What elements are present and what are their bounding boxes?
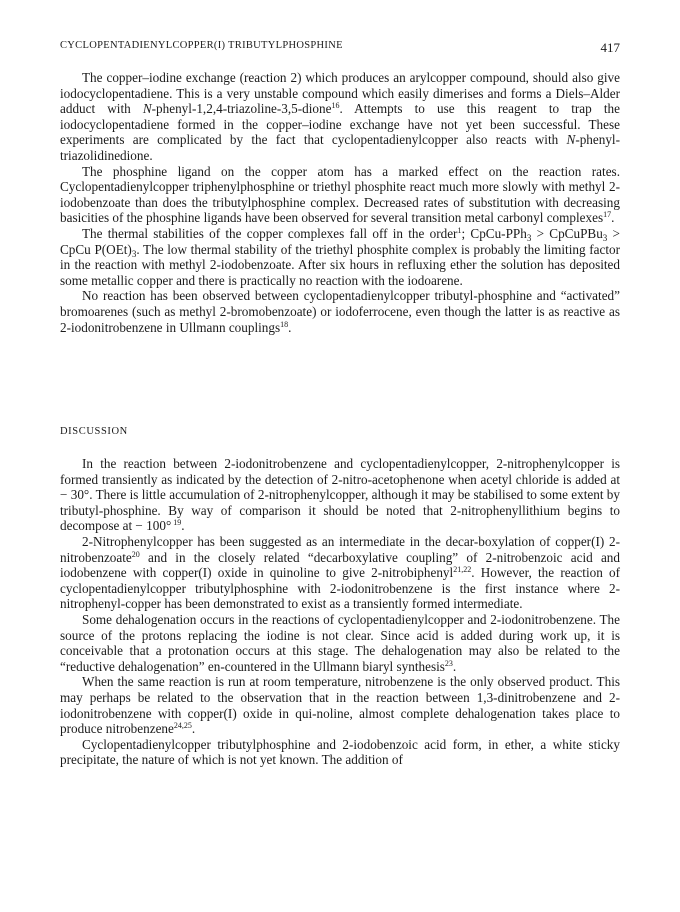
text-run: Some dehalogenation occurs in the reactions of cyclopentadienylcopper and 2-iodonitrobenzene. The source of the protons replacing the iodine is not clear. Since acid is added during work up, it is conceivable that a protonation occurs at this stage. The dehalogenation may also be related to the “reductive dehalogenation” en-countered in the Ullmann biaryl synthesis	[60, 611, 620, 674]
italic-text: N	[142, 101, 152, 117]
text-run: ; CpCu-PPh	[461, 225, 527, 241]
reference-superscript: 21,22	[453, 565, 472, 575]
page-number: 417	[600, 40, 620, 55]
text-run: . Attempts to use this reagent to trap the iodocyclopentadiene formed in the copper–iodine exchange have not yet been successful. These experiments are complicated by the fact that cyclopentadienylcopper also reacts with	[60, 101, 620, 148]
paragraph	[60, 674, 620, 736]
italic-text: N	[566, 132, 576, 148]
text-run: . However, the reaction of cyclopentadienylcopper tributylphosphine with 2-iodonitrobenzene is the first instance where 2-nitrophenyl-copper has been demonstrated to exist as a transiently formed intermediate.	[60, 565, 621, 612]
subscript: 3	[526, 232, 532, 243]
running-title: CYCLOPENTADIENYLCOPPER(I) TRIBUTYLPHOSPHINE	[60, 40, 343, 51]
text-run: The copper–iodine exchange (reaction 2) which produces an arylcopper compound, should also give iodocyclopentadiene. This is a very unstable compound which easily dimerises and forms a Diels–Alder adduct with	[60, 70, 620, 117]
body-text-discussion	[60, 456, 620, 768]
text-run: -phenyl-triazolidinedione.	[60, 132, 620, 163]
reference-superscript: 18	[280, 319, 289, 329]
text-run: In the reaction between 2-iodonitrobenzene and cyclopentadienylcopper, 2-nitrophenylcopper is formed transiently as indicated by the detection of 2-nitro-acetophenone when acetyl chloride is added at − 30°. There is little accumulation of 2-nitrophenylcopper, although it may be stabilised to some extent by tributyl-phosphine. By way of comparison it should be noted that 2-nitrophenyllithium begins to decompose at − 100°	[60, 456, 620, 534]
reference-superscript: 20	[131, 549, 140, 559]
text-run: and in the closely related “decarboxylative coupling” of 2-nitrobenzoic acid and iodobenzene with copper(I) oxide in quinoline to give 2-nitrobiphenyl	[60, 549, 620, 581]
text-run: The phosphine ligand on the copper atom has a marked effect on the reaction rates. Cyclopentadienylcopper triphenylphosphine or triethyl phosphite react much more slowly with methyl 2-iodobenzoate than does the tributylphosphine complex. Decreased rates of substitution with decreasing basicities of the phosphine ligands have been observed for several transition metal carbonyl complexes	[60, 163, 620, 226]
text-run: . The low thermal stability of the triethyl phosphite complex is probably the limiting factor in the reaction with methyl 2-iodobenzoate. After six hours in refluxing ether the solution has deposited some metallic copper and there is practically no reaction with the iodoarene.	[60, 241, 620, 288]
paragraph	[60, 612, 620, 674]
reference-superscript: 24,25	[173, 721, 192, 731]
reference-superscript: 1	[457, 225, 462, 235]
text-run: 2-Nitrophenylcopper has been suggested as an intermediate in the decar-boxylation of copper(I) 2-nitrobenzoate	[60, 533, 620, 565]
paragraph	[60, 456, 620, 534]
text-run: When the same reaction is run at room temperature, nitrobenzene is the only observed product. This may perhaps be related to the observation that in the reaction between 1,3-dinitrobenzene and 2-iodonitrobenzene with copper(I) oxide in qui-noline, almost complete dehalogenation takes place to produce nitrobenzene	[60, 674, 620, 737]
text-run: The thermal stabilities of the copper complexes fall off in the order	[82, 225, 458, 241]
text-run: No reaction has been observed between cyclopentadienylcopper tributyl-phosphine and “activated” bromoarenes (such as methyl 2-bromobenzoate) or iodoferrocene, even though the latter is as reactive as 2-iodonitrobenzene in Ullmann couplings	[60, 288, 620, 335]
text-run: .	[191, 721, 196, 737]
paragraph	[60, 534, 620, 612]
text-run: -phenyl-1,2,4-triazoline-3,5-dione	[151, 101, 332, 117]
paragraph	[60, 70, 620, 164]
paragraph	[60, 737, 620, 768]
body-text-top	[60, 70, 620, 335]
subscript: 3	[602, 232, 608, 243]
reference-superscript: 17	[603, 210, 612, 220]
text-run: > CpCuPBu	[531, 225, 603, 241]
paragraph	[60, 164, 620, 226]
reference-superscript: 23	[444, 658, 453, 668]
paragraph	[60, 288, 620, 335]
text-run: Cyclopentadienylcopper tributylphosphine and 2-iodobenzoic acid form, in ether, a white sticky precipitate, the nature of which is not yet known. The addition of	[60, 736, 620, 768]
text-run: .	[288, 319, 292, 335]
subscript: 3	[131, 248, 137, 259]
text-run: .	[181, 518, 185, 534]
section-heading-discussion: DISCUSSION	[60, 426, 128, 437]
reference-superscript: 19	[171, 518, 182, 528]
page-header	[60, 40, 620, 60]
text-run: > CpCu P(OEt)	[60, 225, 620, 257]
text-run: .	[611, 210, 615, 226]
text-run: .	[452, 658, 457, 674]
paragraph	[60, 226, 620, 288]
reference-superscript: 16	[331, 101, 340, 111]
